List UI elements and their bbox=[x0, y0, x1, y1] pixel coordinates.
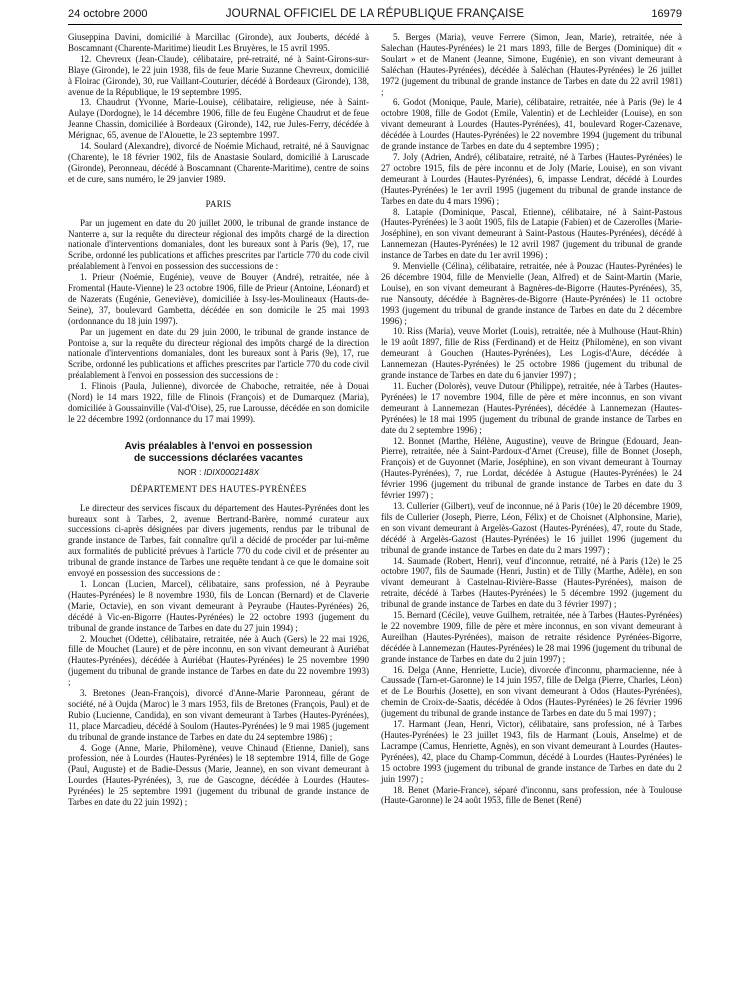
header-date: 24 octobre 2000 bbox=[68, 8, 148, 20]
paragraph: 12. Chevreux (Jean-Claude), célibataire, pré-retraité, né à Saint-Girons-sur-Blaye (Gironde), le 22 juin 1938, fils de feue Marie Suzanne Chevreux, domicilié à Floirac (Gironde), 30, rue Vaillant-Couturier, décédé à Bordeaux (Gironde), 138, avenue de la République, le 19 septembre 1995. bbox=[68, 53, 369, 97]
paragraph: 11. Eucher (Dolorès), veuve Dutour (Philippe), retraitée, née à Tarbes (Hautes-Pyrénées) le 17 novembre 1904, fille de père et mère inconnus, en son vivant demeurant à Lannemezan (Hautes-Pyrénées), décédée à Lannemezan (Hautes-Pyrénées) le 18 mai 1995 (jugement du tribunal de grande instance de Tarbes en date du 2 septembre 1996) ; bbox=[381, 381, 682, 435]
paragraph: 14. Soulard (Alexandre), divorcé de Noémie Michaud, retraité, né à Sauvignac (Charente), le 18 février 1902, fils de Anastasie Soulard, domicilié à Laruscade (Gironde), Peronneau, décédé à Boscamnant (Charente-Maritime), centre de soins et de cure, sans numéro, le 29 janvier 1989. bbox=[68, 141, 369, 184]
paragraph: Par un jugement en date du 29 juin 2000, le tribunal de grande instance de Pontoise a, sur la requête du directeur régional des impôts chargé de la direction nationale d'interventions domaniales, dont les bureaux sont à Paris (9e), 17, rue Scribe, ordonné les publications et affiches prescrites par l'article 770 du code civil préalablement à l'envoi en possession des successions de : bbox=[68, 326, 369, 381]
paragraph: 15. Bernard (Cécile), veuve Guilhem, retraitée, née à Tarbes (Hautes-Pyrénées) le 22 novembre 1909, fille de père et mère inconnus, en son vivant demeurant à Aureilhan (Hautes-Pyrénées), maison de retraite résidence Pyrénées-Bigorre, décédée à Lannemezan (Hautes-Pyrénées) le 28 mai 1996 (jugement du tribunal de grande instance de Tarbes en date du 2 juin 1997) ; bbox=[381, 610, 682, 664]
paragraph: Par un jugement en date du 20 juillet 2000, le tribunal de grande instance de Nanterre a, sur la requête du directeur régional des impôts chargé de la direction nationale d'interventions domaniales, dont les bureaux sont à Paris (9e), 17, rue Scribe, ordonné les publications et affiches prescrites par l'article 770 du code civil préalablement à l'envoi en possession des successions de : bbox=[68, 217, 369, 272]
paragraph: Giuseppina Davini, domicilié à Marcillac (Gironde), aux Jouberts, décédé à Boscamnant (Charente-Maritime) lieudit Les Bruyères, le 15 avril 1995. bbox=[68, 32, 369, 53]
paragraph: 8. Latapie (Dominique, Pascal, Etienne), célibataire, né à Saint-Pastous (Hautes-Pyrénées) le 3 août 1905, fils de Latapie (Fabien) et de Cazerolles (Marie-Joséphine), en son vivant demeurant à Saint-Pastous (Hautes-Pyrénées), décédé à Lannemezan (Hautes-Pyrénées) le 12 avril 1987 (jugement du tribunal de grande instance de Tarbes en date du 1er avril 1996) ; bbox=[381, 206, 682, 261]
paragraph: 1. Flinois (Paula, Julienne), divorcée de Chaboche, retraitée, née à Douai (Nord) le 14 mars 1922, fille de Flinois (François) et de Dumarquez (Maria), domiciliée à Goussainville (Val-d'Oise), 25, rue Larousse, décédée en son domicile le 22 décembre 1992 (ordonnance du 17 mai 1999). bbox=[68, 381, 369, 424]
right-column bbox=[381, 32, 682, 806]
paragraph: 7. Joly (Adrien, André), célibataire, retraité, né à Tarbes (Hautes-Pyrénées) le 27 octobre 1915, fils de père inconnu et de Joly (Marie, Louise), en son vivant demeurant à Lourdes (Hautes-Pyrénées), 6, impasse Lendrat, décédé à Lourdes (Hautes-Pyrénées) le 1er avril 1995 (jugement du tribunal de grande instance de Tarbes en date du 4 mars 1996) ; bbox=[381, 151, 682, 206]
notice-title bbox=[68, 441, 369, 465]
paragraph: 2. Mouchet (Odette), célibataire, retraitée, née à Auch (Gers) le 22 mai 1926, fille de Mouchet (Laure) et de père inconnu, en son vivant demeurant à Auriébat (Hautes-Pyrénées), décédée à Auriébat (Hautes-Pyrénées) le 25 novembre 1990 (jugement du tribunal de grande instance de Tarbes en date du 22 novembre 1993) ; bbox=[68, 633, 369, 688]
paragraph: 16. Delga (Anne, Henriette, Lucie), divorcée d'inconnu, pharmacienne, née à Caussade (Tarn-et-Garonne) le 14 juin 1957, fille de Delga (Pierre, Charles, Léon) et de Le Bourhis (Josette), en son vivant demeurant à Odos (Hautes-Pyrénées), chemin de Croix-de-Saatis, décédée à Odos (Hautes-Pyrénées) le 26 février 1996 (jugement du tribunal de grande instance de Tarbes en date du 5 mai 1997) ; bbox=[381, 664, 682, 719]
paragraph: 9. Menvielle (Célina), célibataire, retraitée, née à Pouzac (Hautes-Pyrénées) le 26 décembre 1904, fille de Menvielle (Jean, Alfred) et de Saint-Martin (Marie, Louise), en son vivant demeurant à Bagnères-de-Bigorre (Hautes-Pyrénées), 35, rue Nansouty, décédée à Bagnères-de-Bigorre (Haute-Pyrénées) le 11 octobre 1993 (jugement du tribunal de grande instance de Tarbes en date du 2 décembre 1996) ; bbox=[381, 261, 682, 326]
notice-title-line-2: de successions déclarées vacantes bbox=[134, 452, 303, 464]
paragraph: 17. Harmant (Jean, Henri, Victor), célibataire, sans profession, né à Tarbes (Hautes-Pyrénées) le 23 juillet 1943, fils de Harmant (Louis, Anselme) et de Lacrampe (Camus, Henriette, Agnès), en son vivant demeurant à Lourdes (Hautes-Pyrénées), 42, place du Champ-Commun, décédé à Lourdes (Hautes-Pyrénées) le 15 octobre 1993 (jugement du tribunal de grande instance de Tarbes en date du 2 juin 1997) ; bbox=[381, 719, 682, 784]
paragraph: 4. Goge (Anne, Marie, Philomène), veuve Chinaud (Etienne, Daniel), sans profession, née à Lourdes (Hautes-Pyrénées) le 18 septembre 1914, fille de Goge (Paul, Auguste) et de Badie-Dessus (Marie, Jeanne), en son vivant demeurant à Lourdes (Hautes-Pyrénées), 3, rue de Gascogne, décédée à Lourdes (Hautes-Pyrénées) le 25 septembre 1991 (jugement du tribunal de grande instance de Tarbes en date du 22 juin 1992) ; bbox=[68, 742, 369, 808]
paragraph: 10. Riss (Maria), veuve Morlet (Louis), retraitée, née à Mulhouse (Haut-Rhin) le 19 août 1897, fille de Riss (Ferdinand) et de Heitz (Philomène), en son vivant demeurant à Gouchen (Hautes-Pyrénées), Les Logis-d'Aure, décédée à Lannemezan (Hautes-Pyrénées) le 25 octobre 1986 (jugement du tribunal de grande instance de Tarbes en date du 6 janvier 1997) ; bbox=[381, 326, 682, 381]
paragraph: 14. Saumade (Robert, Henri), veuf d'inconnue, retraité, né à Paris (12e) le 25 octobre 1907, fils de Saumade (Henri, Justin) et de Tilly (Marthe, Adèle), en son vivant demeurant à Castelnau-Rivière-Basse (Hautes-Pyrénées), maison de retraite, décédé à Tarbes (Hautes-Pyrénées) le 5 décembre 1992 (jugement du tribunal de grande instance de Tarbes en date du 3 février 1997) ; bbox=[381, 555, 682, 610]
section-heading-paris: PARIS bbox=[205, 198, 232, 209]
header-page-number: 16979 bbox=[651, 8, 682, 20]
left-column bbox=[68, 32, 369, 808]
paragraph: 3. Bretones (Jean-François), divorcé d'Anne-Marie Paronneau, gérant de société, né à Oujda (Maroc) le 3 mars 1953, fils de Bretones (François, Paul) et de Rubio (Lucienne, Candida), en son vivant demeurant à Tarbes (Hautes-Pyrénées), 11, place Marcadieu, décédé à Soulom (Hautes-Pyrénées) le 9 mai 1985 (jugement du tribunal de grande instance de Tarbes en date du 24 septembre 1986) ; bbox=[68, 688, 369, 742]
paragraph: 5. Berges (Maria), veuve Ferrere (Simon, Jean, Marie), retraitée, née à Salechan (Hautes-Pyrénées) le 21 mars 1893, fille de Berges (Dominique) dit « Soulart » et de Manent (Jeanne, Simone, Eugénie), en son vivant demeurant à Saléchan (Hautes-Pyrénées), décédée à Saléchan (Hautes-Pyrénées) le 26 juillet 1972 (jugement du tribunal de grande instance de Tarbes en date du 22 avril 1981) ; bbox=[381, 32, 682, 97]
page-header bbox=[68, 8, 682, 24]
nor-code: IDIX0002148X bbox=[203, 466, 260, 477]
paragraph: 13. Chaudrut (Yvonne, Marie-Louise), célibataire, religieuse, née à Saint-Aulaye (Dordogne), le 14 décembre 1906, fille de feu Eugène Chaudrut et de feue Jeanne Chassin, domiciliée à Bordeaux (Gironde), 142, rue Jules-Ferry, décédée à Mérignac, 65, avenue de l'Alouette, le 23 septembre 1997. bbox=[68, 97, 369, 141]
paragraph: 18. Benet (Marie-France), séparé d'inconnu, sans profession, née à Toulouse (Haute-Garonne) le 24 août 1953, fille de Benet (René) bbox=[381, 784, 682, 806]
header-title: JOURNAL OFFICIEL DE LA RÉPUBLIQUE FRANÇAISE bbox=[225, 8, 525, 20]
nor-reference bbox=[68, 467, 369, 478]
nor-label: NOR : bbox=[177, 466, 202, 477]
section-heading-department: DÉPARTEMENT DES HAUTES-PYRÉNÉES bbox=[130, 483, 307, 494]
header-rule bbox=[68, 24, 682, 25]
paragraph: 13. Cullerier (Gilbert), veuf de inconnue, né à Paris (10e) le 20 décembre 1909, fils de Cullerier (Joseph, Pierre, Léon, Félix) et de Choisnet (Alphonsine, Marie), en son vivant demeurant à Argelès-Gazost (Hautes-Pyrénées), 47, route du Stade, décédé à Argelès-Gazost (Hautes-Pyrénées) le 16 juillet 1996 (jugement du tribunal de grande instance de Tarbes en date du 2 mars 1997) ; bbox=[381, 500, 682, 555]
paragraph: 1. Loncan (Lucien, Marcel), célibataire, sans profession, né à Peyraube (Hautes-Pyrénées) le 8 novembre 1930, fils de Loncan (Bernard) et de Claverie (Marie, Octavie), en son vivant demeurant à Peyraube (Hautes-Pyrénées) 26, décédé à Vic-en-Bigorre (Hautes-Pyrénées) le 22 octobre 1993 (jugement du tribunal de grande instance de Tarbes en date du 27 juin 1994) ; bbox=[68, 578, 369, 633]
paragraph: 12. Bonnet (Marthe, Hélène, Augustine), veuve de Bringue (Edouard, Jean-Pierre), retraitée, née à Saint-Pardoux-d'Arnet (Creuse), fille de Bonnet (Joseph, François) et de Guyonnet (Marie, Joséphine), en son vivant demeurant à Tournay (Hautes-Pyrénées), 7, rue Lordat, décédée à Astugue (Hautes-Pyrénées) le 24 février 1996 (jugement du tribunal de grande instance de Tarbes en date du 3 février 1997) ; bbox=[381, 435, 682, 501]
paragraph: 6. Godot (Monique, Paule, Marie), célibataire, retraitée, née à Paris (9e) le 4 octobre 1908, fille de Godot (Emile, Valentin) et de Lechleider (Louise), en son vivant demeurant à Lourdes (Hautes-Pyrénées), 41, boulevard Roger-Cazenave, décédée à Lourdes (Hautes-Pyrénées) le 22 novembre 1994 (jugement du tribunal de grande instance de Tarbes en date du 4 septembre 1995) ; bbox=[381, 97, 682, 152]
paragraph: 1. Prieur (Noémie, Eugénie), veuve de Bouyer (André), retraitée, née à Fromental (Haute-Vienne) le 23 octobre 1906, fille de Prieur (Antoine, Léonard) et de Nazerats (Eugénie, Geneviève), domiciliée à Issy-les-Moulineaux (Hauts-de-Seine), 37, boulevard Gambetta, décédée en son domicile le 25 mai 1993 (ordonnance du 18 juin 1997). bbox=[68, 272, 369, 326]
paragraph: Le directeur des services fiscaux du département des Hautes-Pyrénées dont les bureaux sont à Tarbes, 2, avenue Bertrand-Barère, nommé curateur aux successions ci-après désignées par divers jugements, rendus par le tribunal de grande instance de Tarbes, fait connaître qu'il a décidé de procéder par lui-même aux formalités de publicité prévues à l'article 770 du code civil et de présenter au tribunal de grande instance de Tarbes une requête tendant à ce que le domaine soit envoyé en possession des successions de : bbox=[68, 502, 369, 579]
notice-title-line-1: Avis préalables à l'envoi en possession bbox=[124, 440, 313, 452]
